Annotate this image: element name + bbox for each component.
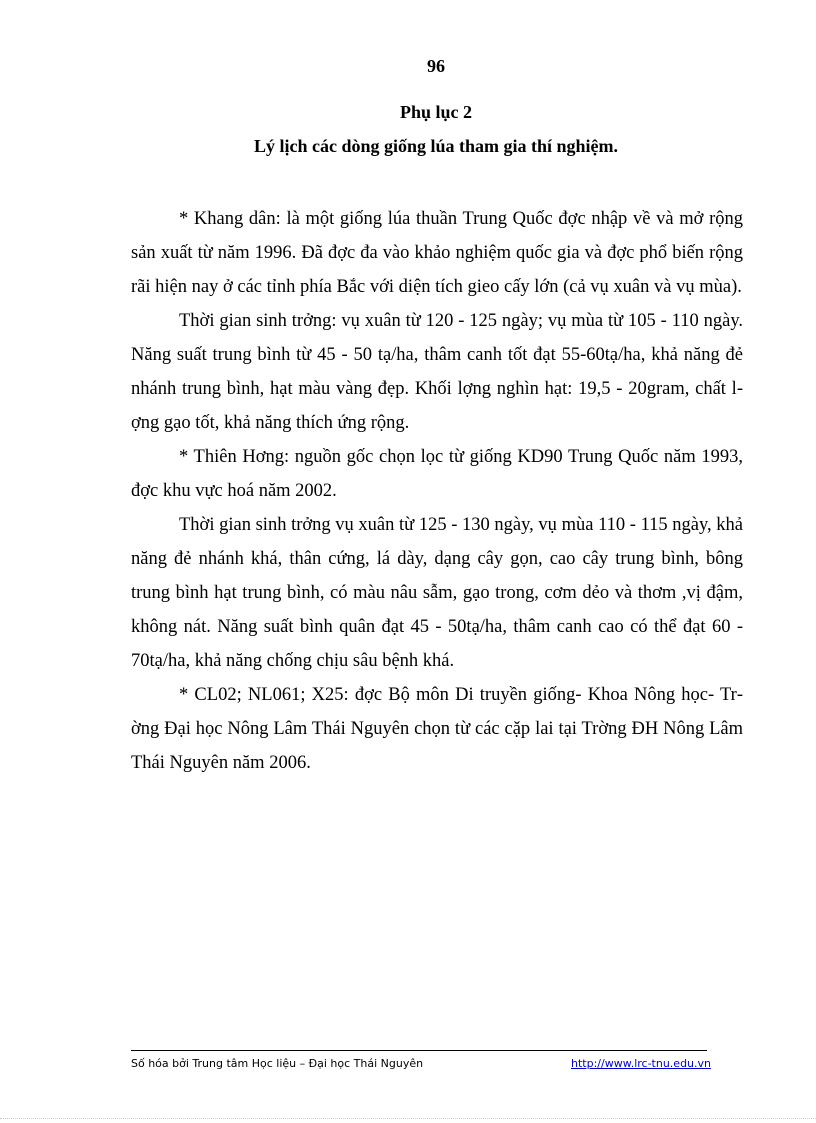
appendix-title: Phụ lục 2 [399, 102, 473, 122]
body-text [131, 202, 743, 780]
paragraph-khang-dan: * Khang dân: là một giống lúa thuần Trung Quốc đợc nhập về và mở rộng sản xuất từ năm 1996. Đã đợc đa vào khảo nghiệm quốc gia và đợc phổ biến rộng rãi hiện nay ở các tỉnh phía Bắc với diện tích gieo cấy lớn (cả vụ xuân và vụ mùa). [131, 209, 743, 297]
bottom-dotted-line [0, 1118, 816, 1119]
footer-link[interactable]: http://www.lrc-tnu.edu.vn [571, 1057, 711, 1070]
paragraph-thien-huong-growth: Thời gian sinh trởng vụ xuân từ 125 - 130 ngày, vụ mùa 110 - 115 ngày, khả năng đẻ nhánh khá, thân cứng, lá dày, dạng cây gọn, cao cây trung bình, bông trung bình hạt trung bình, có màu nâu sẫm, gạo trong, cơm dẻo và thơm ,vị đậm, không nát. Năng suất bình quân đạt 45 - 50tạ/ha, thâm canh cao có thể đạt 60 - 70tạ/ha, khả năng chống chịu sâu bệnh khá. [131, 515, 743, 671]
paragraph-khang-dan-growth: Thời gian sinh trởng: vụ xuân từ 120 - 125 ngày; vụ mùa từ 105 - 110 ngày. Năng suất trung bình từ 45 - 50 tạ/ha, thâm canh tốt đạt 55-60tạ/ha, khả năng đẻ nhánh trung bình, hạt màu vàng đẹp. Khối lợng nghìn hạt: 19,5 - 20gram, chất lợng gạo tốt, khả năng thích ứng rộng. [131, 311, 743, 433]
paragraph-cl02-nl061-x25: * CL02; NL061; X25: đợc Bộ môn Di truyền giống- Khoa Nông học- Trờng Đại học Nông Lâm Thái Nguyên chọn từ các cặp lai tại Trờng ĐH Nông Lâm Thái Nguyên năm 2006. [131, 685, 743, 773]
appendix-subtitle: Lý lịch các dòng giống lúa tham gia thí nghiệm. [253, 136, 619, 156]
footer-rule [131, 1050, 707, 1051]
footer-source-text: Số hóa bởi Trung tâm Học liệu – Đại học Thái Nguyên [131, 1057, 424, 1070]
page-number: 96 [427, 56, 445, 76]
paragraph-thien-huong: * Thiên Hơng: nguồn gốc chọn lọc từ giống KD90 Trung Quốc năm 1993, đợc khu vực hoá năm 2002. [131, 447, 743, 501]
